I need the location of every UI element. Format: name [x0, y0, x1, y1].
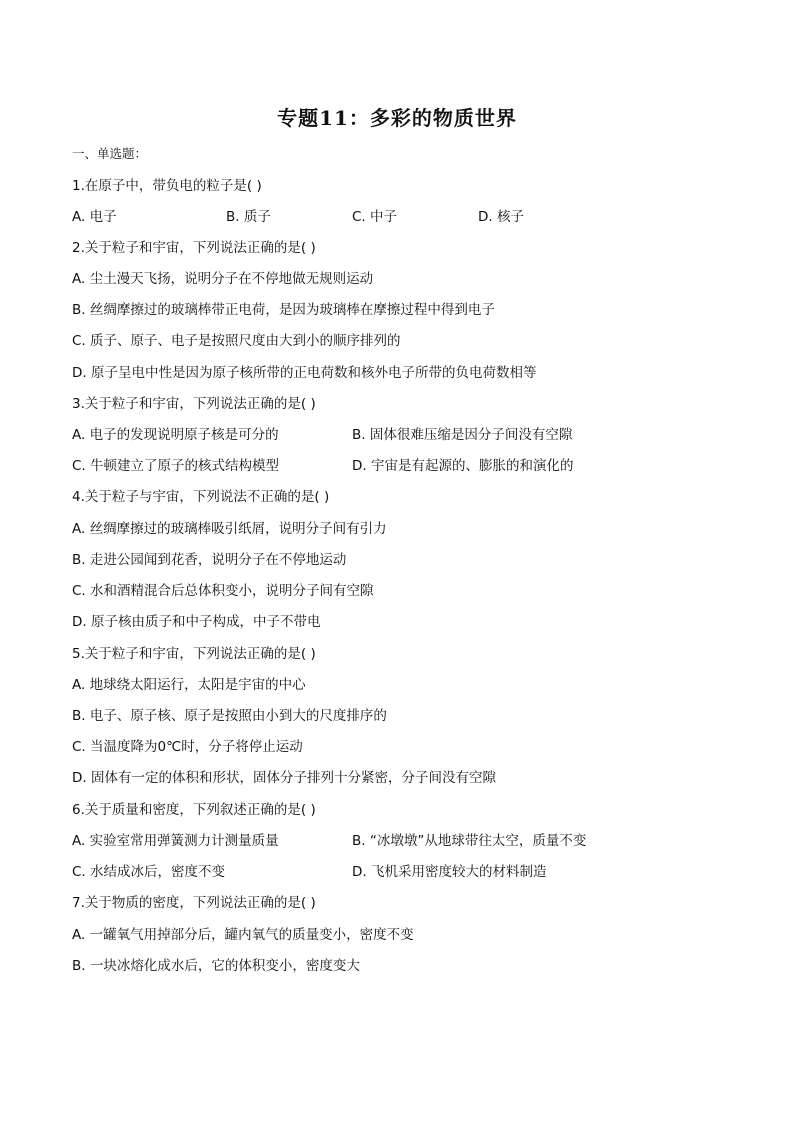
question-4-option-d: D. 原子核由质子和中子构成，中子不带电 — [72, 614, 321, 630]
question-4-stem: 4.关于粒子与宇宙，下列说法不正确的是( ) — [72, 489, 330, 505]
question-2-option-d: D. 原子呈电中性是因为原子核所带的正电荷数和核外电子所带的负电荷数相等 — [72, 365, 537, 381]
question-6-option-c: C. 水结成冰后，密度不变 — [72, 864, 226, 880]
question-3-option-c: C. 牛顿建立了原子的核式结构模型 — [72, 458, 280, 474]
question-4-option-a: A. 丝绸摩擦过的玻璃棒吸引纸屑，说明分子间有引力 — [72, 521, 387, 537]
question-6-option-d: D. 飞机采用密度较大的材料制造 — [352, 864, 547, 880]
question-6-option-a: A. 实验室常用弹簧测力计测量质量 — [72, 833, 279, 849]
question-1-stem: 1.在原子中，带负电的粒子是( ) — [72, 178, 262, 194]
question-4-option-c: C. 水和酒精混合后总体积变小，说明分子间有空隙 — [72, 583, 374, 599]
question-7-option-a: A. 一罐氧气用掉部分后，罐内氧气的质量变小，密度不变 — [72, 927, 414, 943]
question-4-option-b: B. 走进公园闻到花香，说明分子在不停地运动 — [72, 552, 347, 568]
question-6-stem: 6.关于质量和密度，下列叙述正确的是( ) — [72, 802, 316, 818]
question-5-option-c: C. 当温度降为0℃时，分子将停止运动 — [72, 739, 303, 755]
question-1-option-c: C. 中子 — [352, 209, 398, 225]
question-3-stem: 3.关于粒子和宇宙，下列说法正确的是( ) — [72, 396, 316, 412]
question-5-option-b: B. 电子、原子核、原子是按照由小到大的尺度排序的 — [72, 708, 387, 724]
question-3-option-a: A. 电子的发现说明原子核是可分的 — [72, 427, 279, 443]
question-3-option-b: B. 固体很难压缩是因分子间没有空隙 — [352, 427, 573, 443]
question-2-option-c: C. 质子、原子、电子是按照尺度由大到小的顺序排列的 — [72, 333, 401, 349]
question-1-option-d: D. 核子 — [478, 209, 524, 225]
question-1-option-a: A. 电子 — [72, 209, 117, 225]
question-2-stem: 2.关于粒子和宇宙，下列说法正确的是( ) — [72, 240, 316, 256]
question-5-option-d: D. 固体有一定的体积和形状，固体分子排列十分紧密，分子间没有空隙 — [72, 770, 496, 786]
question-7-stem: 7.关于物质的密度，下列说法正确的是( ) — [72, 895, 316, 911]
question-1-option-b: B. 质子 — [226, 209, 271, 225]
question-7-option-b: B. 一块冰熔化成水后，它的体积变小，密度变大 — [72, 958, 360, 974]
question-5-stem: 5.关于粒子和宇宙，下列说法正确的是( ) — [72, 646, 316, 662]
page-title: 专题11：多彩的物质世界 — [277, 106, 517, 130]
section-heading: 一、单选题： — [72, 146, 148, 161]
question-5-option-a: A. 地球绕太阳运行，太阳是宇宙的中心 — [72, 677, 306, 693]
question-2-option-b: B. 丝绸摩擦过的玻璃棒带正电荷，是因为玻璃棒在摩擦过程中得到电子 — [72, 302, 495, 318]
question-6-option-b: B. “冰墩墩”从地球带往太空，质量不变 — [352, 833, 587, 849]
question-2-option-a: A. 尘土漫天飞扬，说明分子在不停地做无规则运动 — [72, 271, 374, 287]
question-3-option-d: D. 宇宙是有起源的、膨胀的和演化的 — [352, 458, 574, 474]
